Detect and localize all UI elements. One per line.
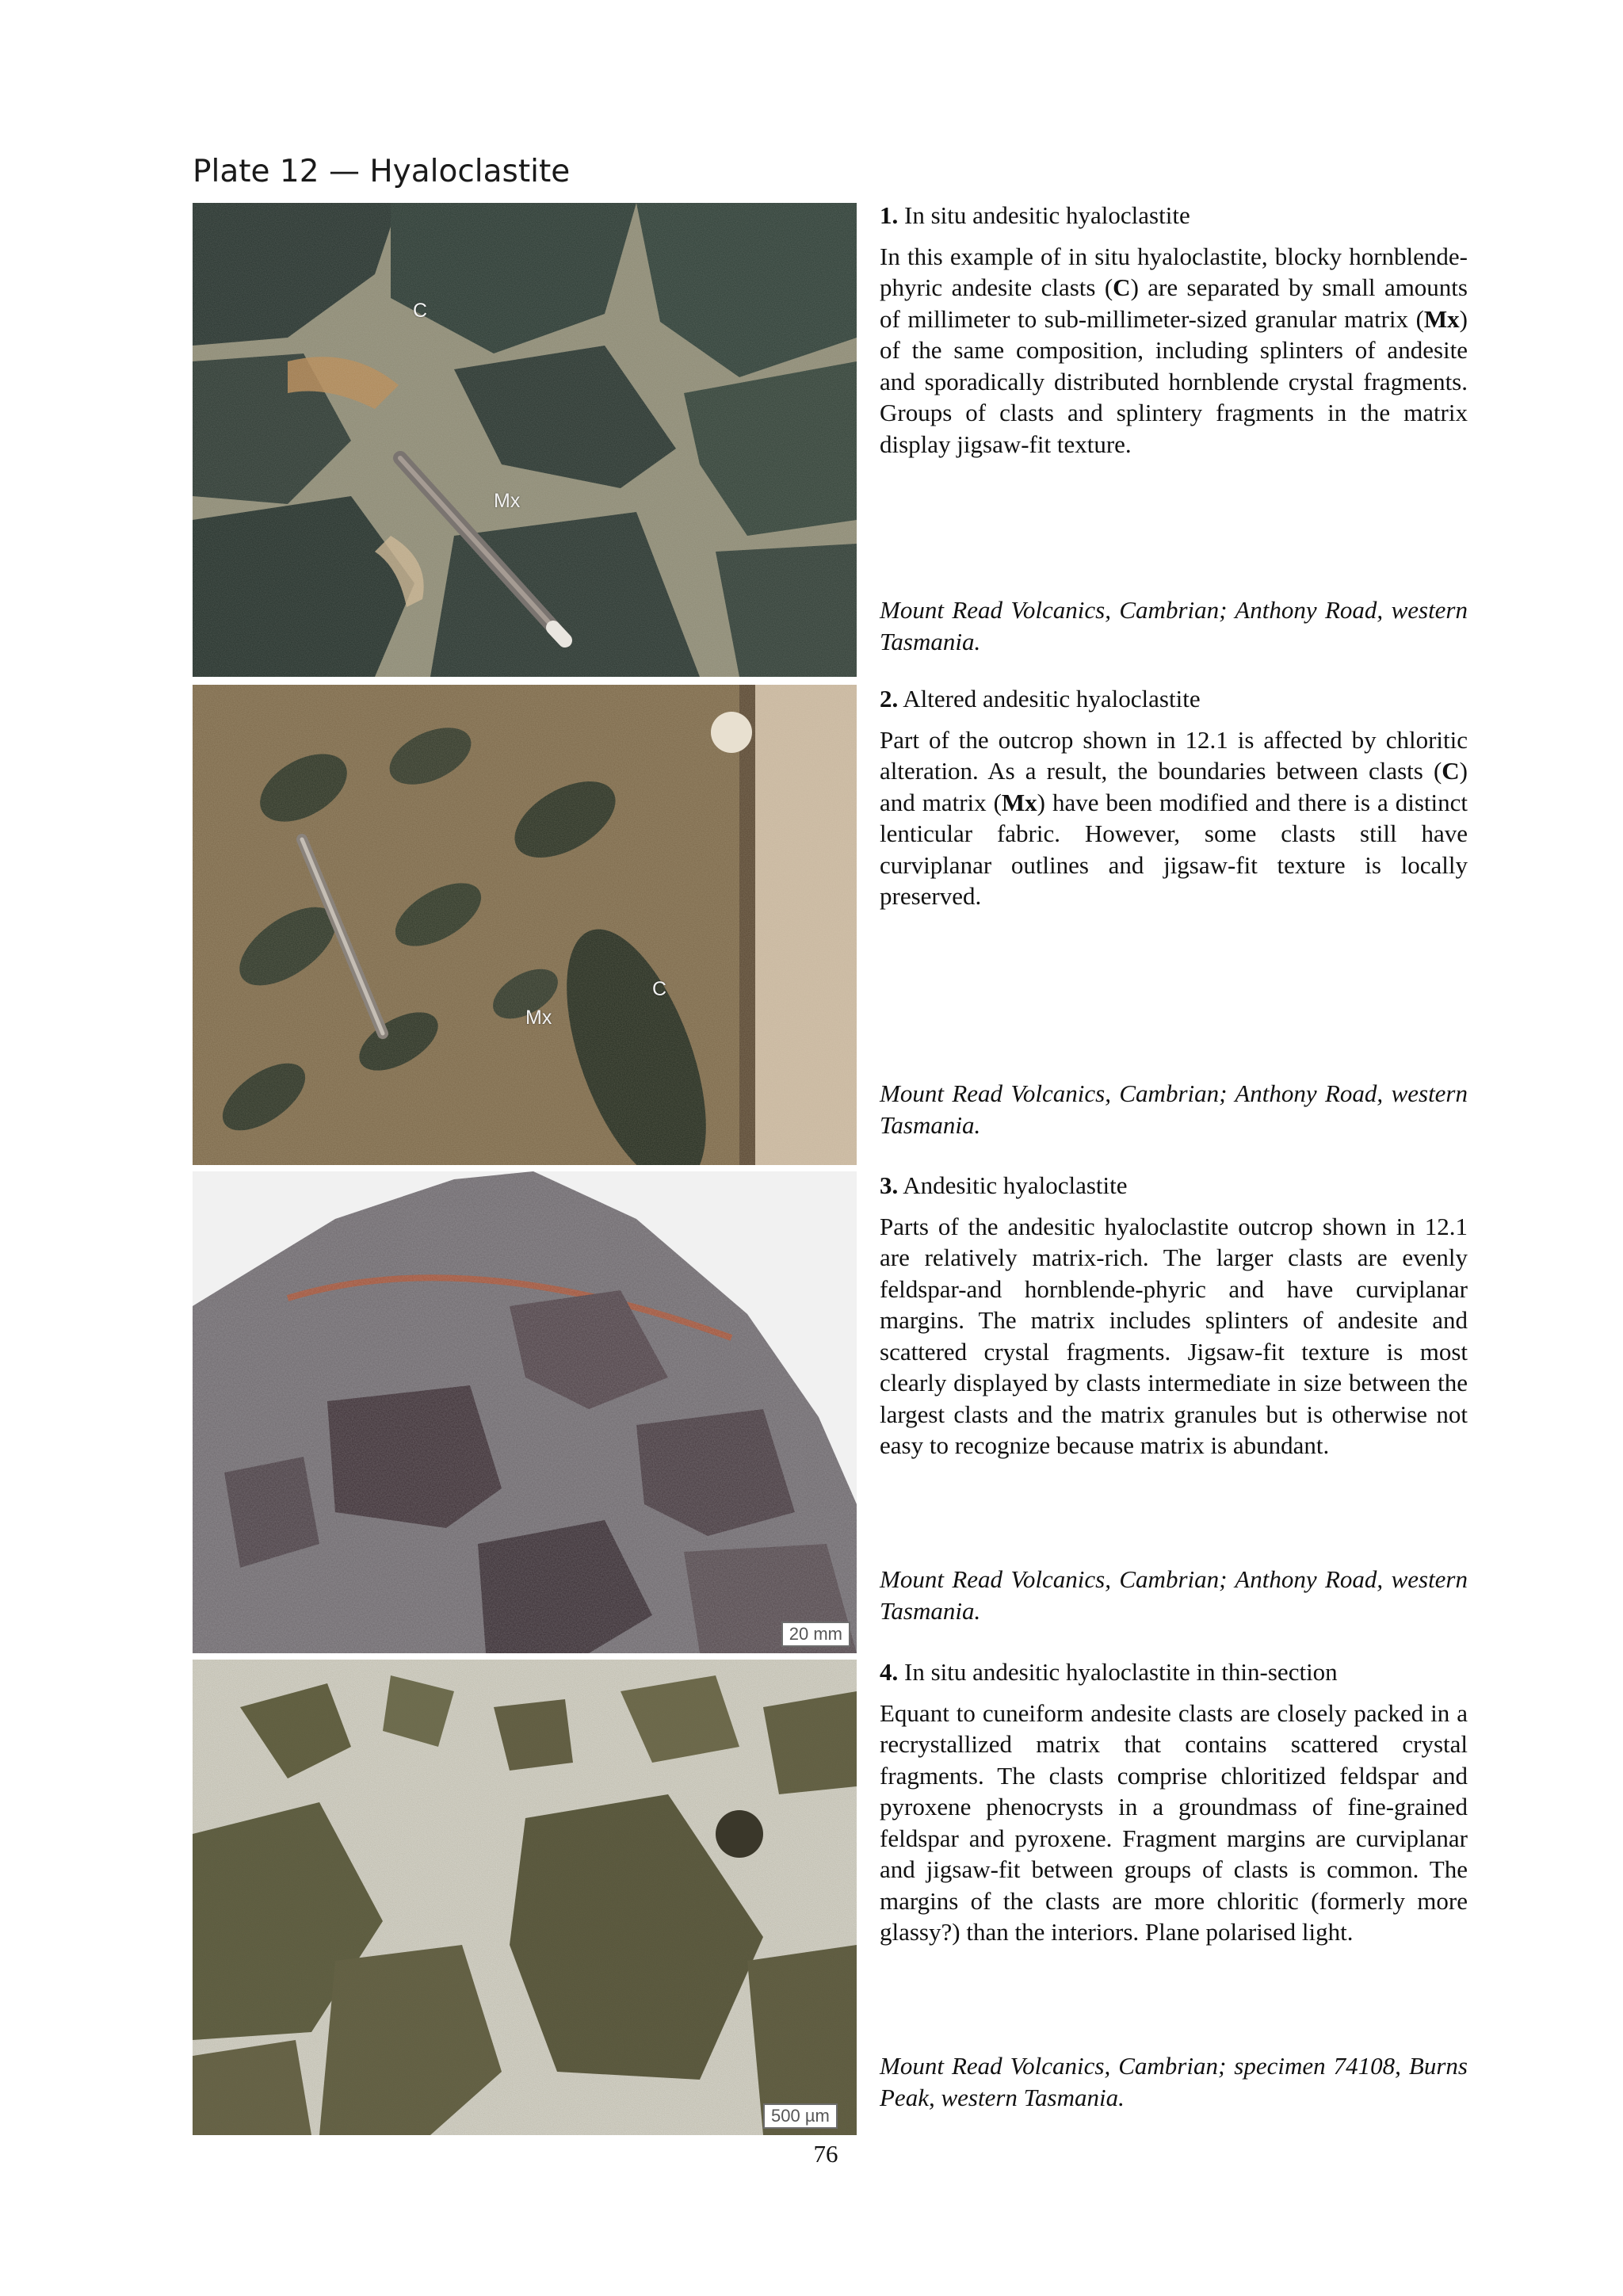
scale-bar: 500 µm (763, 2103, 838, 2129)
caption-heading (880, 1656, 1468, 1688)
caption-number: 3. (880, 1171, 899, 1199)
matrix-label: Mx (525, 1007, 552, 1029)
caption-heading (880, 1170, 1468, 1201)
caption-location: Mount Read Volcanics, Cambrian; Anthony Road, western Tasmania. (880, 1565, 1468, 1625)
photo-altered-hyaloclastite (193, 685, 857, 1165)
thin-section-photo-4 (193, 1660, 857, 2135)
caption-location: Mount Read Volcanics, Cambrian; specimen 74108, Burns Peak, western Tasmania. (880, 2052, 1468, 2111)
outcrop-photo-1 (193, 203, 857, 677)
caption-title: Andesitic hyaloclastite (898, 1171, 1128, 1199)
plate-title: Plate 12 — Hyaloclastite (193, 154, 571, 189)
caption-number: 1. (880, 201, 899, 229)
caption-location: Mount Read Volcanics, Cambrian; Anthony Road, western Tasmania. (880, 1079, 1468, 1139)
hand-specimen-photo-3 (193, 1171, 857, 1653)
caption-title: In situ andesitic hyaloclastite in thin-section (898, 1658, 1338, 1686)
caption-4 (880, 1656, 1468, 1948)
caption-body: Parts of the andesitic hyaloclastite outcrop shown in 12.1 are relatively matrix-rich. The larger clasts are evenly feldspar-and hornblende-phyric and have curviplanar margins. The matrix includes splinters of andesite and scattered crystal fragments. Jigsaw-fit texture is most clearly displayed by clasts intermediate in size between the largest clasts and the matrix granules but is otherwise not easy to recognize because matrix is abundant. (880, 1212, 1468, 1459)
caption-heading (880, 683, 1468, 715)
photo-matrix-rich-hyaloclastite (193, 1171, 857, 1653)
caption-heading (880, 200, 1468, 231)
caption-location: Mount Read Volcanics, Cambrian; Anthony Road, western Tasmania. (880, 596, 1468, 655)
caption-2 (880, 683, 1468, 912)
matrix-label: Mx (494, 490, 521, 512)
caption-body: Part of the outcrop shown in 12.1 is affected by chloritic alteration. As a result, the boundaries between clasts (C) and matrix (Mx) have been modified and there is a distinct lenticular fabric. However, some clasts still have curviplanar outlines and jigsaw-fit texture is locally preserved. (880, 725, 1468, 910)
caption-body: Equant to cuneiform andesite clasts are closely packed in a recrystallized matrix that contains scattered crystal fragments. The clasts comprise chloritized feldspar and pyroxene phenocrysts in a groundmass of fine-grained feldspar and pyroxene. Fragment margins are curviplanar and jigsaw-fit between groups of clasts is common. The margins of the clasts are more chloritic (formerly more glassy?) than the interiors. Plane polarised light. (880, 1698, 1468, 1946)
scale-bar: 20 mm (781, 1622, 850, 1647)
outcrop-photo-2 (193, 685, 857, 1165)
caption-body: In this example of in situ hyaloclastite, blocky hornblende-phyric andesite clasts (C) are separated by small amounts of millimeter to sub-millimeter-sized granular matrix (Mx) of the same composition, including splinters of andesite and sporadically distributed hornblende crystal fragments. Groups of clasts and splintery fragments in the matrix display jigsaw-fit texture. (880, 242, 1468, 458)
photo-in-situ-hyaloclastite (193, 203, 857, 677)
caption-title: Altered andesitic hyaloclastite (898, 685, 1201, 712)
photo-thin-section (193, 1660, 857, 2135)
clast-label: C (413, 300, 428, 322)
caption-3 (880, 1170, 1468, 1461)
page-number: 76 (813, 2140, 838, 2168)
caption-number: 4. (880, 1658, 899, 1686)
caption-1 (880, 200, 1468, 460)
caption-title: In situ andesitic hyaloclastite (898, 201, 1190, 229)
caption-number: 2. (880, 685, 899, 712)
clast-label: C (652, 978, 667, 1000)
